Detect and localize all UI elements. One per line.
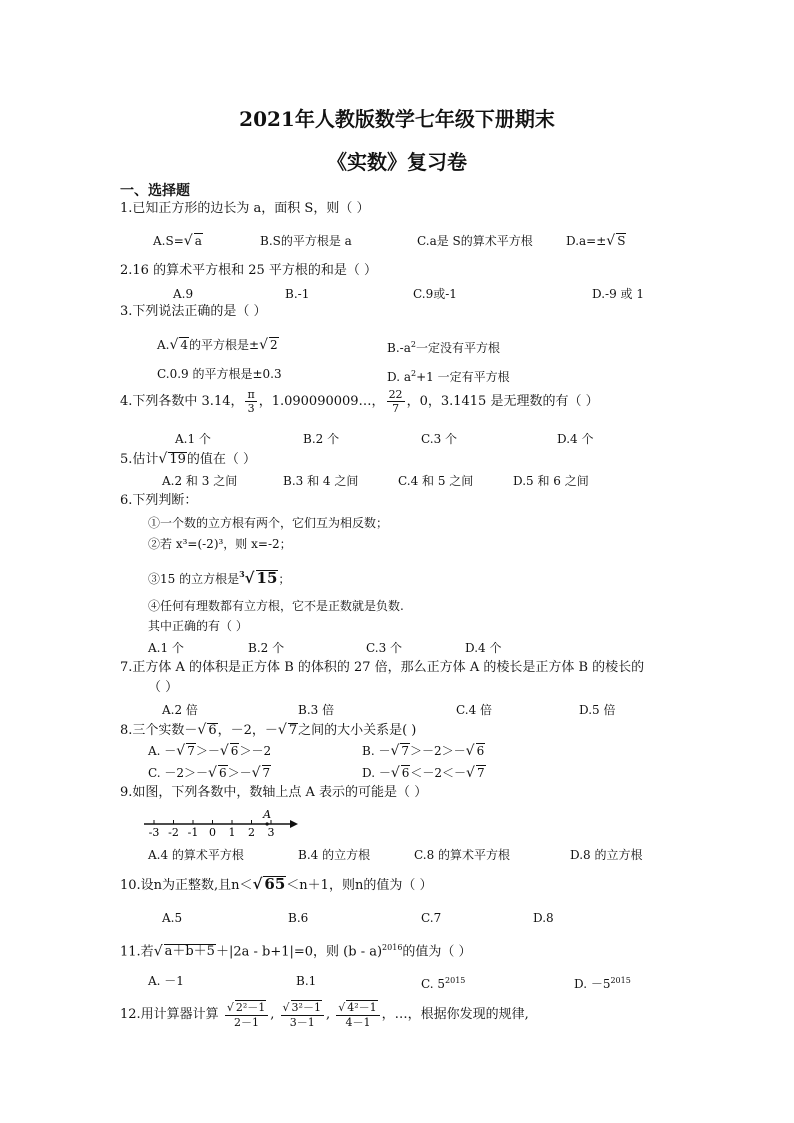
number-line-tick-label: -3 xyxy=(148,826,160,838)
question-11-stem: 11.若√ a＋b＋5＋|2a - b+1|=0，则 (b - a)$^{2016}$的值为（ ） xyxy=(120,943,472,960)
q2-option-a: A.9 xyxy=(173,287,194,301)
fraction-22-7: $\frac{22}{7}$ xyxy=(388,388,403,415)
q4-option-d: D.4 个 xyxy=(557,432,594,446)
q5-option-a: A.2 和 3 之间 xyxy=(162,474,238,488)
q11-option-a: A. －1 xyxy=(148,974,184,988)
question-8-stem: 8.三个实数－√ 6，－2，－√ 7之间的大小关系是( ) xyxy=(120,722,417,738)
number-line-tick-label: 0 xyxy=(209,826,216,838)
q7-option-d: D.5 倍 xyxy=(579,703,616,717)
q6-option-a: A.1 个 xyxy=(148,641,184,655)
q3-option-b: $B.-a^2$一定没有平方根 xyxy=(387,340,500,355)
q8-option-a: A. －√ 7＞－√ 6＞－2 xyxy=(148,743,272,759)
q9-option-d: D.8 的立方根 xyxy=(570,848,643,862)
q8-option-b: B. －√ 7＞－2＞－√ 6 xyxy=(362,743,485,759)
question-1-stem: 1.已知正方形的边长为 a，面积 S，则（ ） xyxy=(120,201,370,216)
q5-option-b: B.3 和 4 之间 xyxy=(283,474,359,488)
q2-option-d: D.-9 或 1 xyxy=(592,287,644,301)
point-a-marker xyxy=(266,822,269,825)
q2-option-b: B.-1 xyxy=(285,287,310,301)
q12-fraction-3: $\frac{\text{√ 4²－1}}{4-1}$ xyxy=(336,1000,379,1029)
q4-option-a: A.1 个 xyxy=(175,432,211,446)
q9-option-c: C.8 的算术平方根 xyxy=(414,848,511,862)
question-4-stem: 4.下列各数中 3.14， $\frac{\pi}{3}$ ，1.090090009…， $\frac{22}{7}$ ，0，3.1415 是无理数的有（ ） xyxy=(120,388,599,415)
number-line-arrow xyxy=(290,820,298,828)
q6-option-c: C.3 个 xyxy=(366,641,403,655)
q1-option-b: B.S的平方根是 a xyxy=(260,234,352,248)
q4-option-c: C.3 个 xyxy=(421,432,458,446)
q8-option-d: D. －√ 6＜－2＜－√ 7 xyxy=(362,765,485,781)
point-a-label: A xyxy=(263,808,272,821)
page-title: 2021年人教版数学七年级下册期末 xyxy=(239,107,555,131)
question-10-stem: 10.设n为正整数,且n＜√ 65＜n＋1，则n的值为（ ） xyxy=(120,875,433,893)
q12-fraction-1: $\frac{\text{√ 2²－1}}{2-1}$ xyxy=(225,1000,268,1029)
q6-statement-1: ①一个数的立方根有两个，它们互为相反数； xyxy=(148,516,389,530)
question-2-stem: 2.16 的算术平方根和 25 平方根的和是（ ） xyxy=(120,263,378,278)
page-subtitle: 《实数》复习卷 xyxy=(327,150,467,174)
number-line-tick-label: 2 xyxy=(248,826,255,838)
q6-option-d: D.4 个 xyxy=(465,641,502,655)
q7-option-c: C.4 倍 xyxy=(456,703,493,717)
number-line-tick-label: 3 xyxy=(267,826,275,838)
section-heading: 一、选择题 xyxy=(120,183,190,199)
q11-option-c: C. $5^{2015}$ xyxy=(421,976,466,991)
q3-option-a: A.√ 4的平方根是±√ 2 xyxy=(157,337,278,353)
question-5-stem: 5.估计√ 19的值在（ ） xyxy=(120,451,257,467)
q7-option-b: B.3 倍 xyxy=(298,703,335,717)
q2-option-c: C.9或-1 xyxy=(413,287,457,301)
q6-statement-2: ②若 x³=(-2)³，则 x=-2； xyxy=(148,537,292,551)
q9-option-a: A.4 的算术平方根 xyxy=(148,848,244,862)
question-7-stem: 7.正方体 A 的体积是正方体 B 的体积的 27 倍，那么正方体 A 的棱长是正方体 B 的棱长的 xyxy=(120,660,645,675)
fraction-pi-3: $\frac{\pi}{3}$ xyxy=(247,388,255,415)
q11-option-b: B.1 xyxy=(296,974,317,988)
q6-option-b: B.2 个 xyxy=(248,641,285,655)
q12-fraction-2: $\frac{\text{√ 3²－1}}{3-1}$ xyxy=(281,1000,324,1029)
question-9-stem: 9.如图，下列各数中，数轴上点 A 表示的可能是（ ） xyxy=(120,785,428,800)
q10-option-d: D.8 xyxy=(533,911,554,925)
q1-option-a: A.S=√ a xyxy=(153,233,202,249)
q10-option-a: A.5 xyxy=(162,911,183,925)
q5-option-d: D.5 和 6 之间 xyxy=(513,474,589,488)
q10-option-c: C.7 xyxy=(421,911,442,925)
number-line-tick-label: -1 xyxy=(187,826,199,838)
number-line xyxy=(140,806,300,838)
q7-answer-paren: （ ） xyxy=(148,680,179,695)
number-line-tick-label: 1 xyxy=(228,826,236,838)
q3-option-c: C.0.9 的平方根是±0.3 xyxy=(157,367,282,381)
q6-statement-4: ④任何有理数都有立方根，它不是正数就是负数. xyxy=(148,599,404,613)
q6-ask: 其中正确的有（ ） xyxy=(148,619,248,633)
number-line-tick-label: -2 xyxy=(168,826,179,838)
q6-statement-3: ③15 的立方根是$^3$√ 15； xyxy=(148,569,291,587)
q8-option-c: C. －2＞－√ 6＞－√ 7 xyxy=(148,765,271,781)
q3-option-d: D. $a^2+1$ 一定有平方根 xyxy=(387,369,510,384)
question-12-stem: 12.用计算器计算 $\frac{\text{√ 2²－1}}{2-1}$ , $\frac{\text{√ 3²－1}}{3-1}$ , $\frac{\text{√ 4²－1}}{4-1}$ ，…，根据你发现的规律, xyxy=(120,1001,529,1029)
q1-option-c: C.a是 S的算术平方根 xyxy=(417,234,533,248)
q5-option-c: C.4 和 5 之间 xyxy=(398,474,474,488)
question-6-stem: 6.下列判断： xyxy=(120,493,198,508)
q1-option-d: D.a=±√ S xyxy=(566,233,626,249)
q10-option-b: B.6 xyxy=(288,911,309,925)
question-3-stem: 3.下列说法正确的是（ ） xyxy=(120,304,267,319)
q11-option-d: D. $-5^{2015}$ xyxy=(574,976,631,991)
q9-option-b: B.4 的立方根 xyxy=(298,848,371,862)
q7-option-a: A.2 倍 xyxy=(162,703,198,717)
q4-option-b: B.2 个 xyxy=(303,432,340,446)
